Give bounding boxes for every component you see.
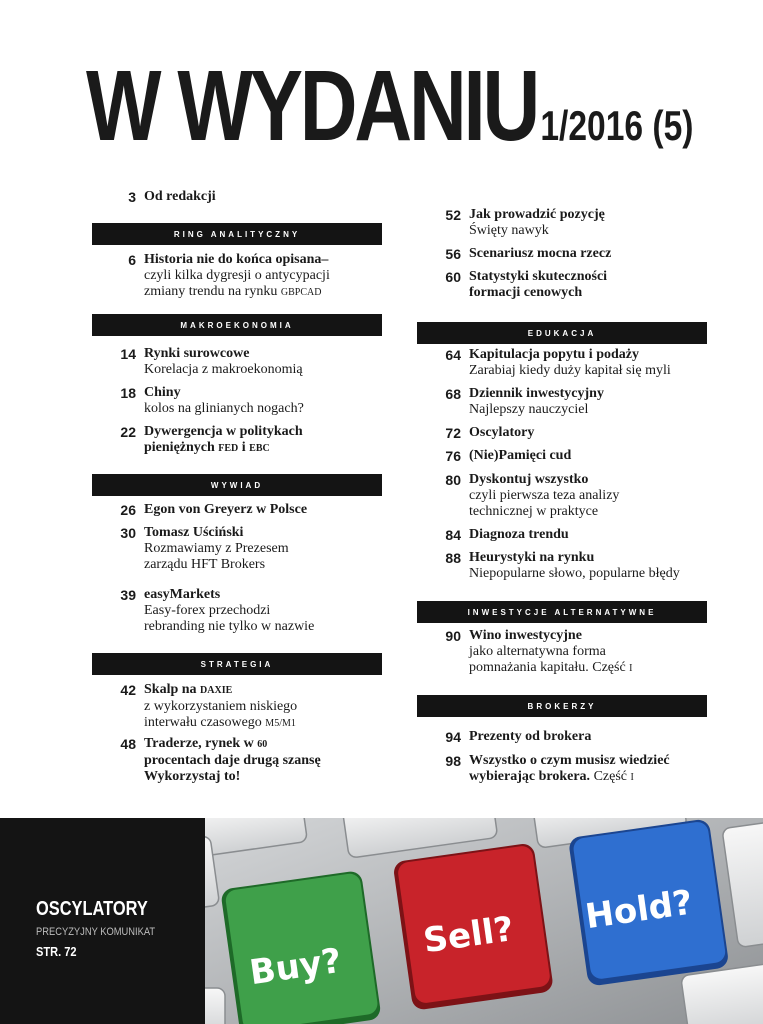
entry-title: Dyskontuj wszystko xyxy=(469,472,589,487)
page-number: 72 xyxy=(445,425,461,441)
page-number: 52 xyxy=(445,207,461,223)
entry-title: Scenariusz mocna rzecz xyxy=(469,246,612,261)
page-number: 68 xyxy=(445,386,461,402)
entry-title: Traderze, rynek w 60 xyxy=(144,736,268,751)
entry-title: Tomasz Uściński xyxy=(144,525,244,540)
masthead-title: W WYDANIU xyxy=(86,50,538,162)
page-number: 60 xyxy=(445,269,461,285)
entry-subtitle: kolos na glinianych nogach? xyxy=(144,401,304,416)
page-number: 14 xyxy=(120,346,136,362)
entry-title: Diagnoza trendu xyxy=(469,527,569,542)
section-header-inwestycje-alternatywne: INWESTYCJE ALTERNATYWNE xyxy=(417,601,707,623)
page-number: 26 xyxy=(120,502,136,518)
page-number: 64 xyxy=(445,347,461,363)
entry-title: Wino inwestycyjne xyxy=(469,628,582,643)
keyboard-photo xyxy=(205,818,763,1024)
entry-title: Chiny xyxy=(144,385,181,400)
entry-title: Egon von Greyerz w Polsce xyxy=(144,502,308,517)
entry-subtitle: jako alternatywna forma xyxy=(469,644,606,659)
entry-title: Wszystko o czym musisz wiedzieć xyxy=(469,753,670,768)
page-number: 56 xyxy=(445,246,461,262)
entry-subtitle: Najlepszy nauczyciel xyxy=(469,402,589,417)
page-number: 6 xyxy=(128,252,136,268)
entry-title: (Nie)Pamięci cud xyxy=(469,448,572,463)
entry-title: Kapitulacja popytu i podaży xyxy=(469,347,639,362)
entry-title: Heurystyki na rynku xyxy=(469,550,595,565)
featured-article-panel[interactable] xyxy=(0,818,205,1024)
entry-title: Dziennik inwestycyjny xyxy=(469,386,604,401)
entry-title-line2: formacji cenowych xyxy=(469,285,583,300)
entry-subtitle: Easy-forex przechodzi xyxy=(144,603,271,618)
entry-title: Historia nie do końca opisana– xyxy=(144,252,329,267)
masthead xyxy=(86,50,694,162)
section-header-strategia: STRATEGIA xyxy=(92,653,382,675)
page-number: 48 xyxy=(120,736,136,752)
entry-subtitle: Niepopularne słowo, popularne błędy xyxy=(469,566,680,581)
featured-subtitle: PRECYZYJNY KOMUNIKAT xyxy=(36,926,156,938)
section-header-wywiad: WYWIAD xyxy=(92,474,382,496)
entry-title: Statystyki skuteczności xyxy=(469,269,608,284)
page-number: 30 xyxy=(120,525,136,541)
entry-title: Rynki surowcowe xyxy=(144,346,250,361)
entry-title: Prezenty od brokera xyxy=(469,729,592,744)
page-number: 90 xyxy=(445,628,461,644)
entry-title-line2: wybierając brokera. Część I xyxy=(469,769,634,784)
section-header-ring-analityczny: RING ANALITYCZNY xyxy=(92,223,382,245)
section-header-brokerzy: BROKERZY xyxy=(417,695,707,717)
entry-subtitle: Korelacja z makroekonomią xyxy=(144,362,303,377)
page-number: 22 xyxy=(120,424,136,440)
section-header-edukacja: EDUKACJA xyxy=(417,322,707,344)
key-label-hold: Hold? xyxy=(582,882,695,938)
entry-title-line3: Wykorzystaj to! xyxy=(144,769,241,784)
entry-title-line2: procentach daje drugą szansę xyxy=(144,753,321,768)
page-number: 88 xyxy=(445,550,461,566)
entry-subtitle: czyli pierwsza teza analizy xyxy=(469,488,620,503)
entry-subtitle: technicznej w praktyce xyxy=(469,504,599,519)
entry-subtitle: z wykorzystaniem niskiego xyxy=(144,699,298,714)
entry-subtitle: zmiany trendu na rynku GBPCAD xyxy=(144,284,322,299)
featured-page: STR. 72 xyxy=(36,944,77,959)
page-number: 3 xyxy=(128,189,136,205)
page-number: 42 xyxy=(120,682,136,698)
key-label-buy: Buy? xyxy=(247,940,344,994)
entry-subtitle: Święty nawyk xyxy=(469,223,549,238)
page-number: 98 xyxy=(445,753,461,769)
entry-subtitle: pomnażania kapitału. Część I xyxy=(469,660,633,675)
entry-subtitle: zarządu HFT Brokers xyxy=(144,557,266,572)
entry-title: Jak prowadzić pozycję xyxy=(469,207,605,222)
entry-title-line2: pieniężnych FED i EBC xyxy=(144,440,270,455)
page-number: 80 xyxy=(445,472,461,488)
entry-subtitle: Zarabiaj kiedy duży kapitał się myli xyxy=(469,363,671,378)
entry-title: easyMarkets xyxy=(144,587,221,602)
entry-title: Oscylatory xyxy=(469,425,535,440)
page-number: 94 xyxy=(445,729,461,745)
featured-title: OSCYLATORY xyxy=(36,898,148,920)
section-header-makroekonomia: MAKROEKONOMIA xyxy=(92,314,382,336)
issue-number: 1/2016 (5) xyxy=(540,102,694,149)
entry-subtitle: Rozmawiamy z Prezesem xyxy=(144,541,289,556)
entry-subtitle: czyli kilka dygresji o antycypacji xyxy=(144,268,330,283)
keyboard-illustration xyxy=(205,818,763,1024)
page-number: 76 xyxy=(445,448,461,464)
page-number: 39 xyxy=(120,587,136,603)
entry-subtitle: interwału czasowego M5/M1 xyxy=(144,715,296,730)
page-number: 18 xyxy=(120,385,136,401)
entry-subtitle: rebranding nie tylko w nazwie xyxy=(144,619,315,634)
entry-title: Od redakcji xyxy=(144,189,216,204)
page-number: 84 xyxy=(445,527,461,543)
entry-title: Skalp na DAXIE xyxy=(144,682,233,697)
entry-title: Dywergencja w politykach xyxy=(144,424,303,439)
key-label-sell: Sell? xyxy=(420,909,517,962)
